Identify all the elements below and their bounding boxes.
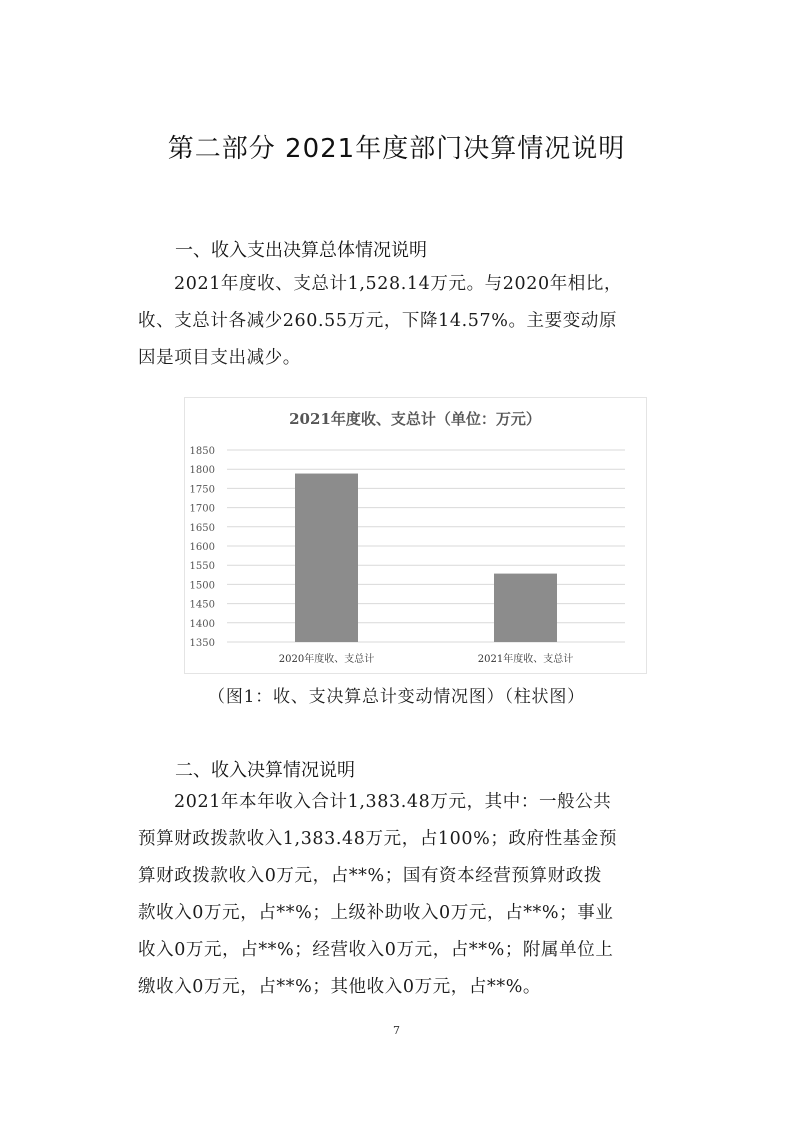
- y-tick-label: 1500: [189, 580, 215, 592]
- x-tick-label: 2020年度收、支总计: [278, 654, 375, 665]
- page-title: 第二部分 2021年度部门决算情况说明: [167, 134, 626, 164]
- x-tick-label: 2021年度收、支总计: [477, 654, 574, 665]
- y-tick-label: 1350: [189, 638, 215, 649]
- chart-x-axis: [279, 652, 573, 665]
- y-tick-label: 1750: [189, 484, 215, 496]
- y-tick-label: 1650: [189, 522, 215, 534]
- section2-line: 2021年本年收入合计1,383.48万元，其中：一般公共: [174, 792, 612, 812]
- section2-line: 缴收入0万元，占**%；其他收入0万元，占**%。: [138, 977, 542, 997]
- section1-heading: 一、收入支出决算总体情况说明: [175, 240, 427, 261]
- section2-line: 收入0万元，占**%；经营收入0万元，占**%；附属单位上: [138, 940, 614, 960]
- y-tick-label: 1850: [189, 446, 215, 457]
- chart-gridlines: [227, 450, 625, 642]
- chart-y-axis: [190, 446, 215, 649]
- chart-bar: [494, 574, 557, 642]
- page-number: 7: [393, 1024, 400, 1037]
- y-tick-label: 1450: [189, 599, 215, 611]
- section1-line: 因是项目支出减少。: [138, 348, 301, 368]
- chart-bar: [295, 474, 358, 642]
- chart-bars: [295, 474, 557, 642]
- section1-line: 收、支总计各减少260.55万元，下降14.57%。主要变动原: [138, 311, 618, 331]
- y-tick-label: 1800: [189, 465, 215, 477]
- figure-caption: （图1：收、支决算总计变动情况图）（柱状图）: [208, 687, 585, 707]
- section2-heading: 二、收入决算情况说明: [175, 760, 355, 781]
- section1-paragraph: [138, 266, 660, 377]
- y-tick-label: 1700: [189, 503, 215, 515]
- section2-line: 预算财政拨款收入1,383.48万元，占100%；政府性基金预: [138, 829, 618, 849]
- bar-chart: [184, 397, 647, 674]
- bar-chart-svg: [185, 398, 646, 673]
- chart-title: 2021年度收、支总计（单位：万元）: [289, 410, 541, 428]
- y-tick-label: 1600: [189, 542, 215, 553]
- section2-paragraph: [138, 784, 660, 1006]
- section2-line: 款收入0万元，占**%；上级补助收入0万元，占**%；事业: [138, 903, 614, 923]
- section1-line: 2021年度收、支总计1,528.14万元。与2020年相比，: [174, 274, 623, 294]
- section2-line: 算财政拨款收入0万元，占**%；国有资本经营预算财政拨: [138, 866, 602, 886]
- y-tick-label: 1400: [189, 618, 215, 630]
- y-tick-label: 1550: [189, 561, 215, 573]
